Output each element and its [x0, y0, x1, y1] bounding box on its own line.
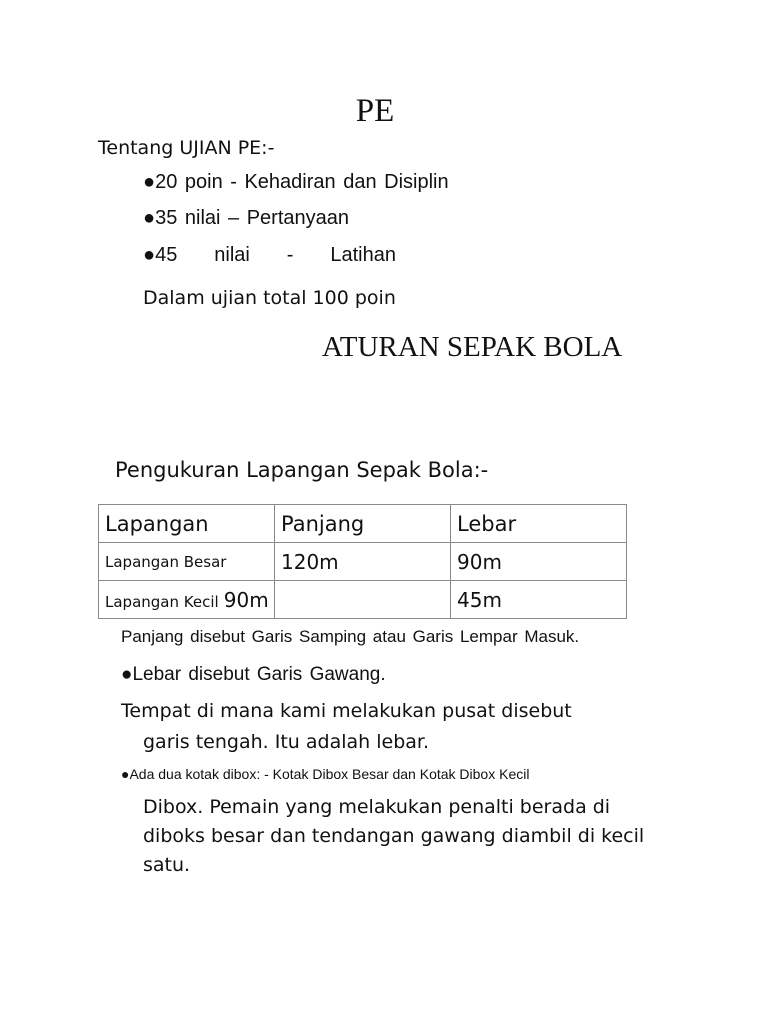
table-cell: 90m [451, 543, 627, 581]
exam-total-text: Dalam ujian total 100 poin [143, 287, 396, 309]
center-line-note-line2: garis tengah. Itu adalah lebar. [143, 731, 430, 753]
table-cell: 120m [275, 543, 451, 581]
box-note: ●Ada dua kotak dibox: - Kotak Dibox Besar dan Kotak Dibox Kecil [121, 766, 530, 782]
center-line-note-line1: Tempat di mana kami melakukan pusat disebut [121, 700, 572, 722]
goal-line-note: ●Lebar disebut Garis Gawang. [121, 664, 386, 685]
penalty-note-line3: satu. [143, 854, 191, 876]
table-row [99, 581, 627, 619]
penalty-note-line1: Dibox. Pemain yang melakukan penalti berada di [143, 796, 611, 818]
bullet-word: ●45 [143, 244, 178, 266]
document-title: PE [355, 93, 395, 129]
exam-bullet-practice [143, 244, 396, 267]
bullet-word: nilai [214, 244, 250, 266]
table-row [99, 543, 627, 581]
sideline-note: Panjang disebut Garis Samping atau Garis Lempar Masuk. [121, 627, 580, 646]
measurement-heading: Pengukuran Lapangan Sepak Bola:- [115, 458, 489, 482]
penalty-note-line2: diboks besar dan tendangan gawang diambil di kecil [143, 825, 645, 847]
bullet-word: - [286, 244, 294, 266]
bullet-word: Latihan [330, 244, 396, 266]
table-header-row [99, 505, 627, 543]
rules-title: ATURAN SEPAK BOLA [322, 331, 623, 363]
table-header-cell: Lebar [451, 505, 627, 543]
table-cell-label: Lapangan Kecil [105, 592, 219, 611]
table-cell-value: 90m [223, 587, 269, 612]
table-header-cell: Lapangan [99, 505, 275, 543]
exam-bullet-attendance: ●20 poin - Kehadiran dan Disiplin [143, 171, 449, 193]
table-cell: Lapangan Besar [99, 543, 275, 581]
table-cell [275, 581, 451, 619]
table-header-cell: Panjang [275, 505, 451, 543]
table-cell: 45m [451, 581, 627, 619]
table-cell [99, 581, 275, 619]
exam-heading: Tentang UJIAN PE:- [98, 137, 275, 159]
field-measurement-table [98, 504, 627, 619]
exam-bullet-questions: ●35 nilai – Pertanyaan [143, 207, 349, 229]
